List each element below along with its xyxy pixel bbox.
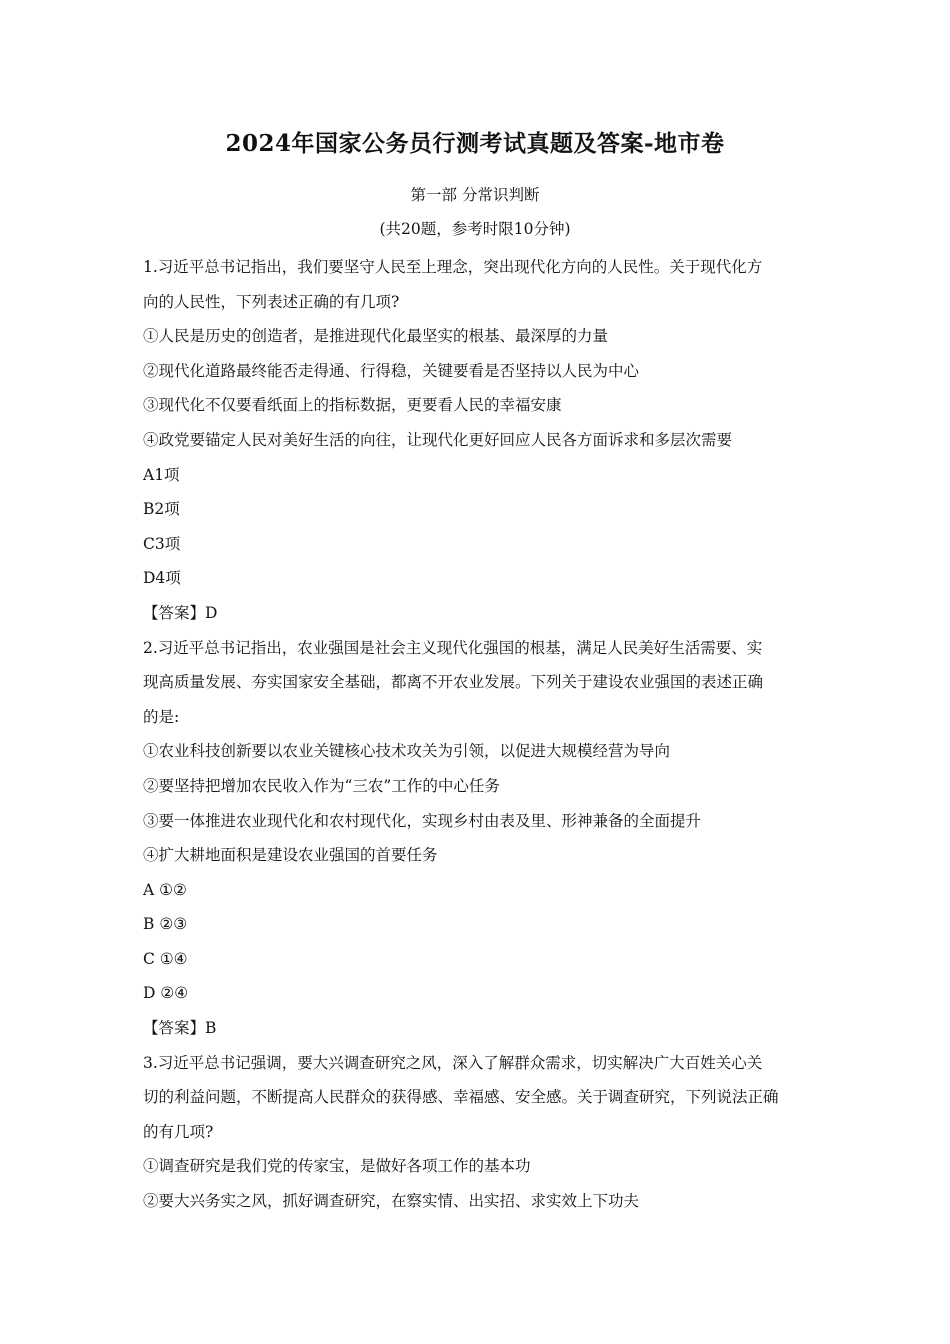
statement: ②现代化道路最终能否走得通、行得稳，关键要看是否坚持以人民为中心 bbox=[143, 361, 640, 380]
option: A1项 bbox=[143, 465, 180, 484]
option: B ②③ bbox=[143, 915, 188, 934]
document-body bbox=[143, 250, 813, 1219]
statement: ④政党要锚定人民对美好生活的向往，让现代化更好回应人民各方面诉求和多层次需要 bbox=[143, 430, 733, 449]
question-stem: 3.习近平总书记强调，要大兴调查研究之风，深入了解群众需求，切实解决广大百姓关心关 bbox=[143, 1053, 763, 1072]
statement: ①人民是历史的创造者，是推进现代化最坚实的根基、最深厚的力量 bbox=[143, 327, 609, 346]
option: D4项 bbox=[143, 569, 181, 588]
section-note: (共20题，参考时限10分钟) bbox=[379, 220, 571, 238]
statement: ②要坚持把增加农民收入作为“三农”工作的中心任务 bbox=[143, 776, 500, 795]
option: A ①② bbox=[143, 880, 187, 899]
answer: 【答案】B bbox=[143, 1019, 217, 1038]
question-stem: 向的人民性，下列表述正确的有几项? bbox=[143, 292, 400, 311]
statement: ④扩大耕地面积是建设农业强国的首要任务 bbox=[143, 846, 438, 865]
question-stem: 切的利益问题，不断提高人民群众的获得感、幸福感、安全感。关于调查研究，下列说法正确 bbox=[143, 1088, 779, 1107]
answer: 【答案】D bbox=[143, 603, 218, 622]
option: C3项 bbox=[143, 534, 181, 553]
statement: ①农业科技创新要以农业关键核心技术攻关为引领，以促进大规模经营为导向 bbox=[143, 742, 671, 761]
section-heading: 第一部 分常识判断 bbox=[410, 186, 540, 204]
question-stem: 的有几项? bbox=[143, 1122, 214, 1141]
question-stem: 现高质量发展、夯实国家安全基础，都离不开农业发展。下列关于建设农业强国的表述正确 bbox=[143, 673, 764, 692]
option: D ②④ bbox=[143, 984, 189, 1003]
question-stem: 1.习近平总书记指出，我们要坚守人民至上理念，突出现代化方向的人民性。关于现代化方 bbox=[143, 258, 763, 276]
statement: ①调查研究是我们党的传家宝，是做好各项工作的基本功 bbox=[143, 1157, 531, 1176]
question-stem: 2.习近平总书记指出，农业强国是社会主义现代化强国的根基，满足人民美好生活需要、实 bbox=[143, 638, 763, 657]
question-3 bbox=[143, 1046, 813, 1219]
option: B2项 bbox=[143, 500, 180, 519]
document-title: 2024年国家公务员行测考试真题及答案-地市卷 bbox=[225, 130, 725, 157]
statement: ③现代化不仅要看纸面上的指标数据，更要看人民的幸福安康 bbox=[143, 396, 562, 415]
statement: ②要大兴务实之风，抓好调查研究，在察实情、出实招、求实效上下功夫 bbox=[143, 1192, 640, 1211]
question-stem: 的是: bbox=[143, 707, 180, 726]
option: C ①④ bbox=[143, 949, 188, 968]
question-2 bbox=[143, 631, 813, 1046]
question-1 bbox=[143, 250, 813, 631]
statement: ③要一体推进农业现代化和农村现代化，实现乡村由表及里、形神兼备的全面提升 bbox=[143, 811, 702, 830]
